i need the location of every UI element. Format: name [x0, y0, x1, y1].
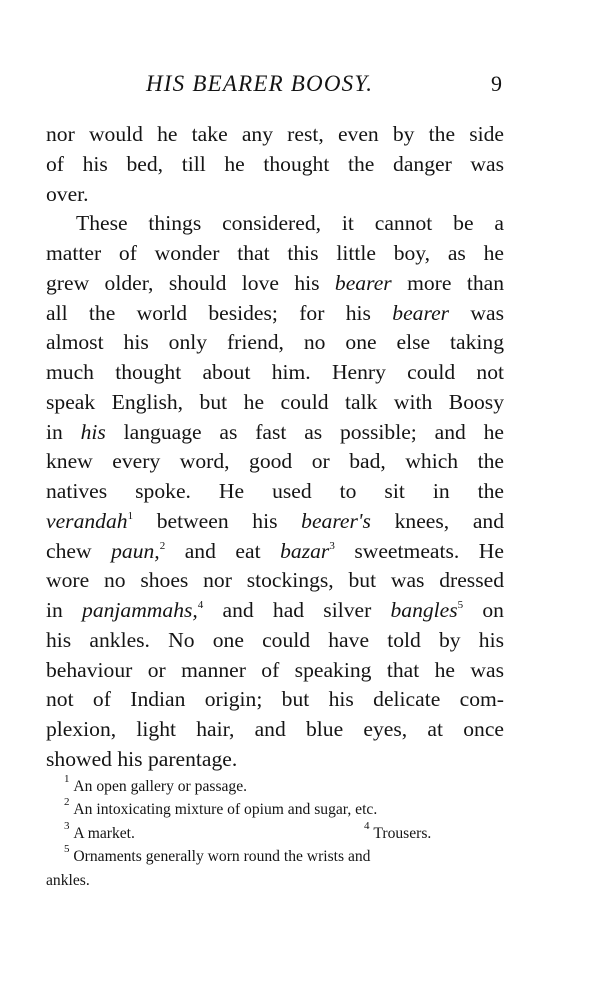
footnote-mark: 1	[64, 773, 70, 785]
text-line: not of Indian origin; but his delicate com-	[46, 687, 504, 712]
text-line: speak English, but he could talk with Boosy	[46, 389, 504, 414]
text-line: natives spoke. He used to sit in the	[46, 479, 504, 503]
running-head	[46, 66, 504, 100]
page-number: 9	[491, 71, 502, 96]
text-line: chew paun,$^2$ and eat bazar$^3$ sweetmeats. He	[46, 538, 504, 563]
body-text	[46, 120, 504, 775]
footnote: $^3$ A market.	[64, 819, 135, 842]
footnote: $^5$ Ornaments generally worn round the wrists and	[64, 843, 371, 866]
footnote-ref: 3	[329, 539, 335, 552]
italic-term: bearer	[392, 300, 450, 325]
italic-term: his	[80, 419, 106, 444]
running-title: HIS BEARER BOOSY.	[146, 71, 374, 96]
text-line: showed his parentage.	[46, 746, 238, 771]
text-line: wore no shoes nor stockings, but was dressed	[46, 568, 504, 593]
text-line: over.	[46, 181, 89, 206]
footnotes	[46, 773, 510, 892]
text-line: nor would he take any rest, even by the side	[46, 122, 504, 146]
text-line: all the world besides; for his bearer was	[46, 300, 504, 325]
footnote-mark: 3	[64, 819, 70, 832]
italic-term: bearer	[334, 270, 392, 295]
text-line: of his bed, till he thought the danger was	[46, 151, 504, 176]
footnote-ref: 5	[457, 599, 464, 611]
footnote-mark: 4	[364, 819, 370, 832]
text-line: his ankles. No one could have told by his	[46, 627, 504, 652]
footnote-ref: 2	[159, 539, 166, 552]
text-line: much thought about him. Henry could not	[46, 360, 504, 384]
text-line: in his language as fast as possible; and he	[46, 419, 504, 444]
footnote-row	[64, 819, 510, 845]
footnote: $^1$ An open gallery or passage.	[64, 773, 248, 795]
italic-term: bangles	[390, 598, 458, 622]
text-line: grew older, should love his bearer more than	[46, 270, 505, 295]
italic-term: bazar	[280, 538, 330, 563]
footnote-continuation: ankles.	[46, 871, 90, 889]
text-line: knew every word, good or bad, which the	[46, 449, 504, 474]
footnote-mark: 5	[64, 843, 70, 856]
italic-term: verandah	[46, 508, 128, 533]
italic-term: panjammahs,	[82, 598, 198, 622]
footnote: $^4$ Trousers.	[364, 819, 432, 842]
footnote-ref: 1	[127, 509, 134, 522]
text-line: behaviour or manner of speaking that he was	[46, 657, 504, 682]
footnote-mark: 2	[64, 796, 70, 809]
text-line: These things considered, it cannot be a	[76, 211, 504, 236]
text-line: verandah$^1$ between his bearer's knees, and	[46, 508, 504, 533]
text-line: plexion, light hair, and blue eyes, at once	[46, 717, 504, 741]
text-line: in panjammahs,$^4$ and had silver bangles$^5$ on	[46, 598, 504, 622]
text-line: matter of wonder that this little boy, as he	[46, 241, 504, 265]
italic-term: paun,	[111, 538, 160, 563]
footnote: $^2$ An intoxicating mixture of opium and sugar, etc.	[64, 796, 378, 819]
italic-term: bearer's	[301, 508, 371, 533]
text-line: almost his only friend, no one else taking	[46, 330, 504, 355]
footnote-ref: 4	[197, 599, 204, 611]
